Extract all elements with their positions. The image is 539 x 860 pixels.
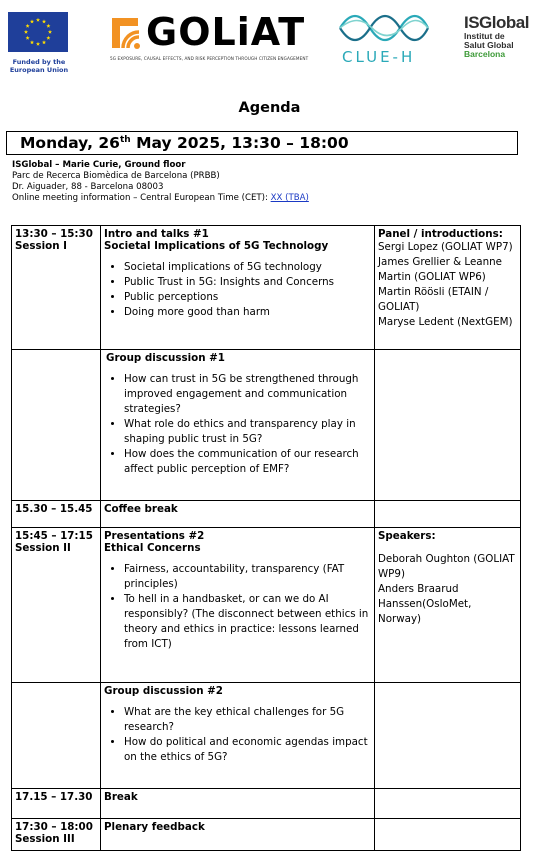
- eu-star-icon: [46, 24, 50, 28]
- table-row: [12, 501, 521, 528]
- goliat-tagline: 5G EXPOSURE, CAUSAL EFFECTS, AND RISK PERCEPTION THROUGH CITIZEN ENGAGEMENT: [110, 56, 309, 61]
- time-cell: 17:30 – 18:00 Session III: [12, 819, 101, 851]
- list-item: • Societal implications of 5G technology: [124, 260, 371, 275]
- eu-star-icon: [24, 30, 28, 34]
- time-cell: 15.30 – 15.45: [12, 501, 101, 528]
- bullet-list: [104, 372, 371, 477]
- list-item: • Fairness, accountability, transparency (FAT principles): [124, 562, 371, 592]
- list-item: • What are the key ethical challenges for 5G research?: [124, 705, 371, 735]
- bullet-list: [104, 705, 371, 765]
- content-cell: Intro and talks #1 Societal Implications of 5G Technology • Societal implications of 5G technology • Public Trust in 5G: Insights and Concerns • Public perceptions • Doing more good than harm: [101, 226, 375, 350]
- table-row: [12, 350, 521, 501]
- list-item: • Public perceptions: [124, 290, 371, 305]
- eu-star-icon: [42, 40, 46, 44]
- venue-line-3: Dr. Aiguader, 88 - Barcelona 08003: [12, 182, 164, 192]
- speakers-cell: [375, 789, 521, 819]
- isglobal-sub-1: Institut de: [464, 31, 505, 41]
- speakers-cell: [375, 350, 521, 501]
- clue-h-wordmark: CLUE-H: [342, 48, 416, 66]
- clue-h-logo: [338, 12, 430, 68]
- list-item: • How does the communication of our research affect public perception of EMF?: [124, 447, 371, 477]
- time-cell: [12, 683, 101, 789]
- isglobal-sub-2: Salut Global: [464, 40, 514, 50]
- list-item: • To hell in a handbasket, or can we do AI responsibly? (The disconnect between ethics in theory and ethics in practice: lessons learned from ICT): [124, 592, 371, 652]
- eu-flag-icon: [8, 12, 68, 52]
- venue-line-4: Online meeting information – Central European Time (CET): XX (TBA): [12, 193, 309, 203]
- table-row: [12, 819, 521, 851]
- agenda-table: [11, 225, 521, 851]
- goliat-logo: [110, 12, 310, 68]
- time-cell: 17.15 – 17.30: [12, 789, 101, 819]
- list-item: • Public Trust in 5G: Insights and Concerns: [124, 275, 371, 290]
- table-row: [12, 226, 521, 350]
- list-item: • How do political and economic agendas impact on the ethics of 5G?: [124, 735, 371, 765]
- table-row: [12, 789, 521, 819]
- bullet-list: [104, 260, 371, 320]
- eu-star-icon: [26, 36, 30, 40]
- table-row: [12, 528, 521, 683]
- page-title: Agenda: [238, 100, 301, 116]
- eu-star-icon: [36, 18, 40, 22]
- speakers-cell: Panel / introductions: Sergi Lopez (GOLIAT WP7) James Grellier & Leanne Martin (GOLIAT WP6) Martin Röösli (ETAIN / GOLIAT) Maryse Ledent (NextGEM): [375, 226, 521, 350]
- venue-line-2: Parc de Recerca Biomèdica de Barcelona (PRBB): [12, 171, 220, 181]
- content-cell: Group discussion #1 • How can trust in 5G be strengthened through improved engagement and communication strategies? • What role do ethics and transparency play in shaping public trust in 5G? • How does the communication of our research affect public perception of EMF?: [101, 350, 375, 501]
- content-cell: Presentations #2 Ethical Concerns • Fairness, accountability, transparency (FAT principles) • To hell in a handbasket, or can we do AI responsibly? (The disconnect between ethics in theory and ethics in practice: lessons learned from ICT): [101, 528, 375, 683]
- date-banner: [6, 131, 518, 155]
- speakers-cell: [375, 819, 521, 851]
- eu-star-icon: [30, 19, 34, 23]
- content-cell: Group discussion #2 • What are the key ethical challenges for 5G research? • How do political and economic agendas impact on the ethics of 5G?: [101, 683, 375, 789]
- eu-star-icon: [48, 30, 52, 34]
- isglobal-logo: [464, 14, 538, 59]
- eu-funding-caption: Funded by the European Union: [9, 58, 69, 74]
- speakers-cell: Speakers: Deborah Oughton (GOLIAT WP9) Anders Braarud Hanssen(OsloMet, Norway): [375, 528, 521, 683]
- bullet-list: [104, 562, 371, 652]
- time-cell: 13:30 – 15:30 Session I: [12, 226, 101, 350]
- time-cell: [12, 350, 101, 501]
- goliat-wordmark: GOLiAT: [146, 10, 306, 54]
- eu-star-icon: [30, 40, 34, 44]
- venue-info: [12, 160, 309, 204]
- isglobal-sub-3: Barcelona: [464, 49, 506, 59]
- content-cell: Break: [101, 789, 375, 819]
- isglobal-wordmark: ISGlobal: [464, 13, 529, 32]
- eu-star-icon: [42, 19, 46, 23]
- content-cell: Plenary feedback: [101, 819, 375, 851]
- clue-h-wave-icon: [338, 12, 430, 44]
- content-cell: Coffee break: [101, 501, 375, 528]
- list-item: • What role do ethics and transparency play in shaping public trust in 5G?: [124, 417, 371, 447]
- speakers-cell: [375, 683, 521, 789]
- list-item: • Doing more good than harm: [124, 305, 371, 320]
- time-cell: 15:45 – 17:15 Session II: [12, 528, 101, 683]
- venue-line-1: ISGlobal – Marie Curie, Ground floor: [12, 160, 186, 170]
- eu-star-icon: [26, 24, 30, 28]
- goliat-signal-icon: [110, 16, 142, 52]
- eu-star-icon: [36, 42, 40, 46]
- speakers-cell: [375, 501, 521, 528]
- list-item: • How can trust in 5G be strengthened through improved engagement and communication strategies?: [124, 372, 371, 417]
- online-meeting-link[interactable]: XX (TBA): [270, 193, 309, 203]
- date-text: Monday, 26th May 2025, 13:30 – 18:00: [20, 134, 349, 152]
- logo-bar: [0, 0, 539, 80]
- table-row: [12, 683, 521, 789]
- eu-star-icon: [46, 36, 50, 40]
